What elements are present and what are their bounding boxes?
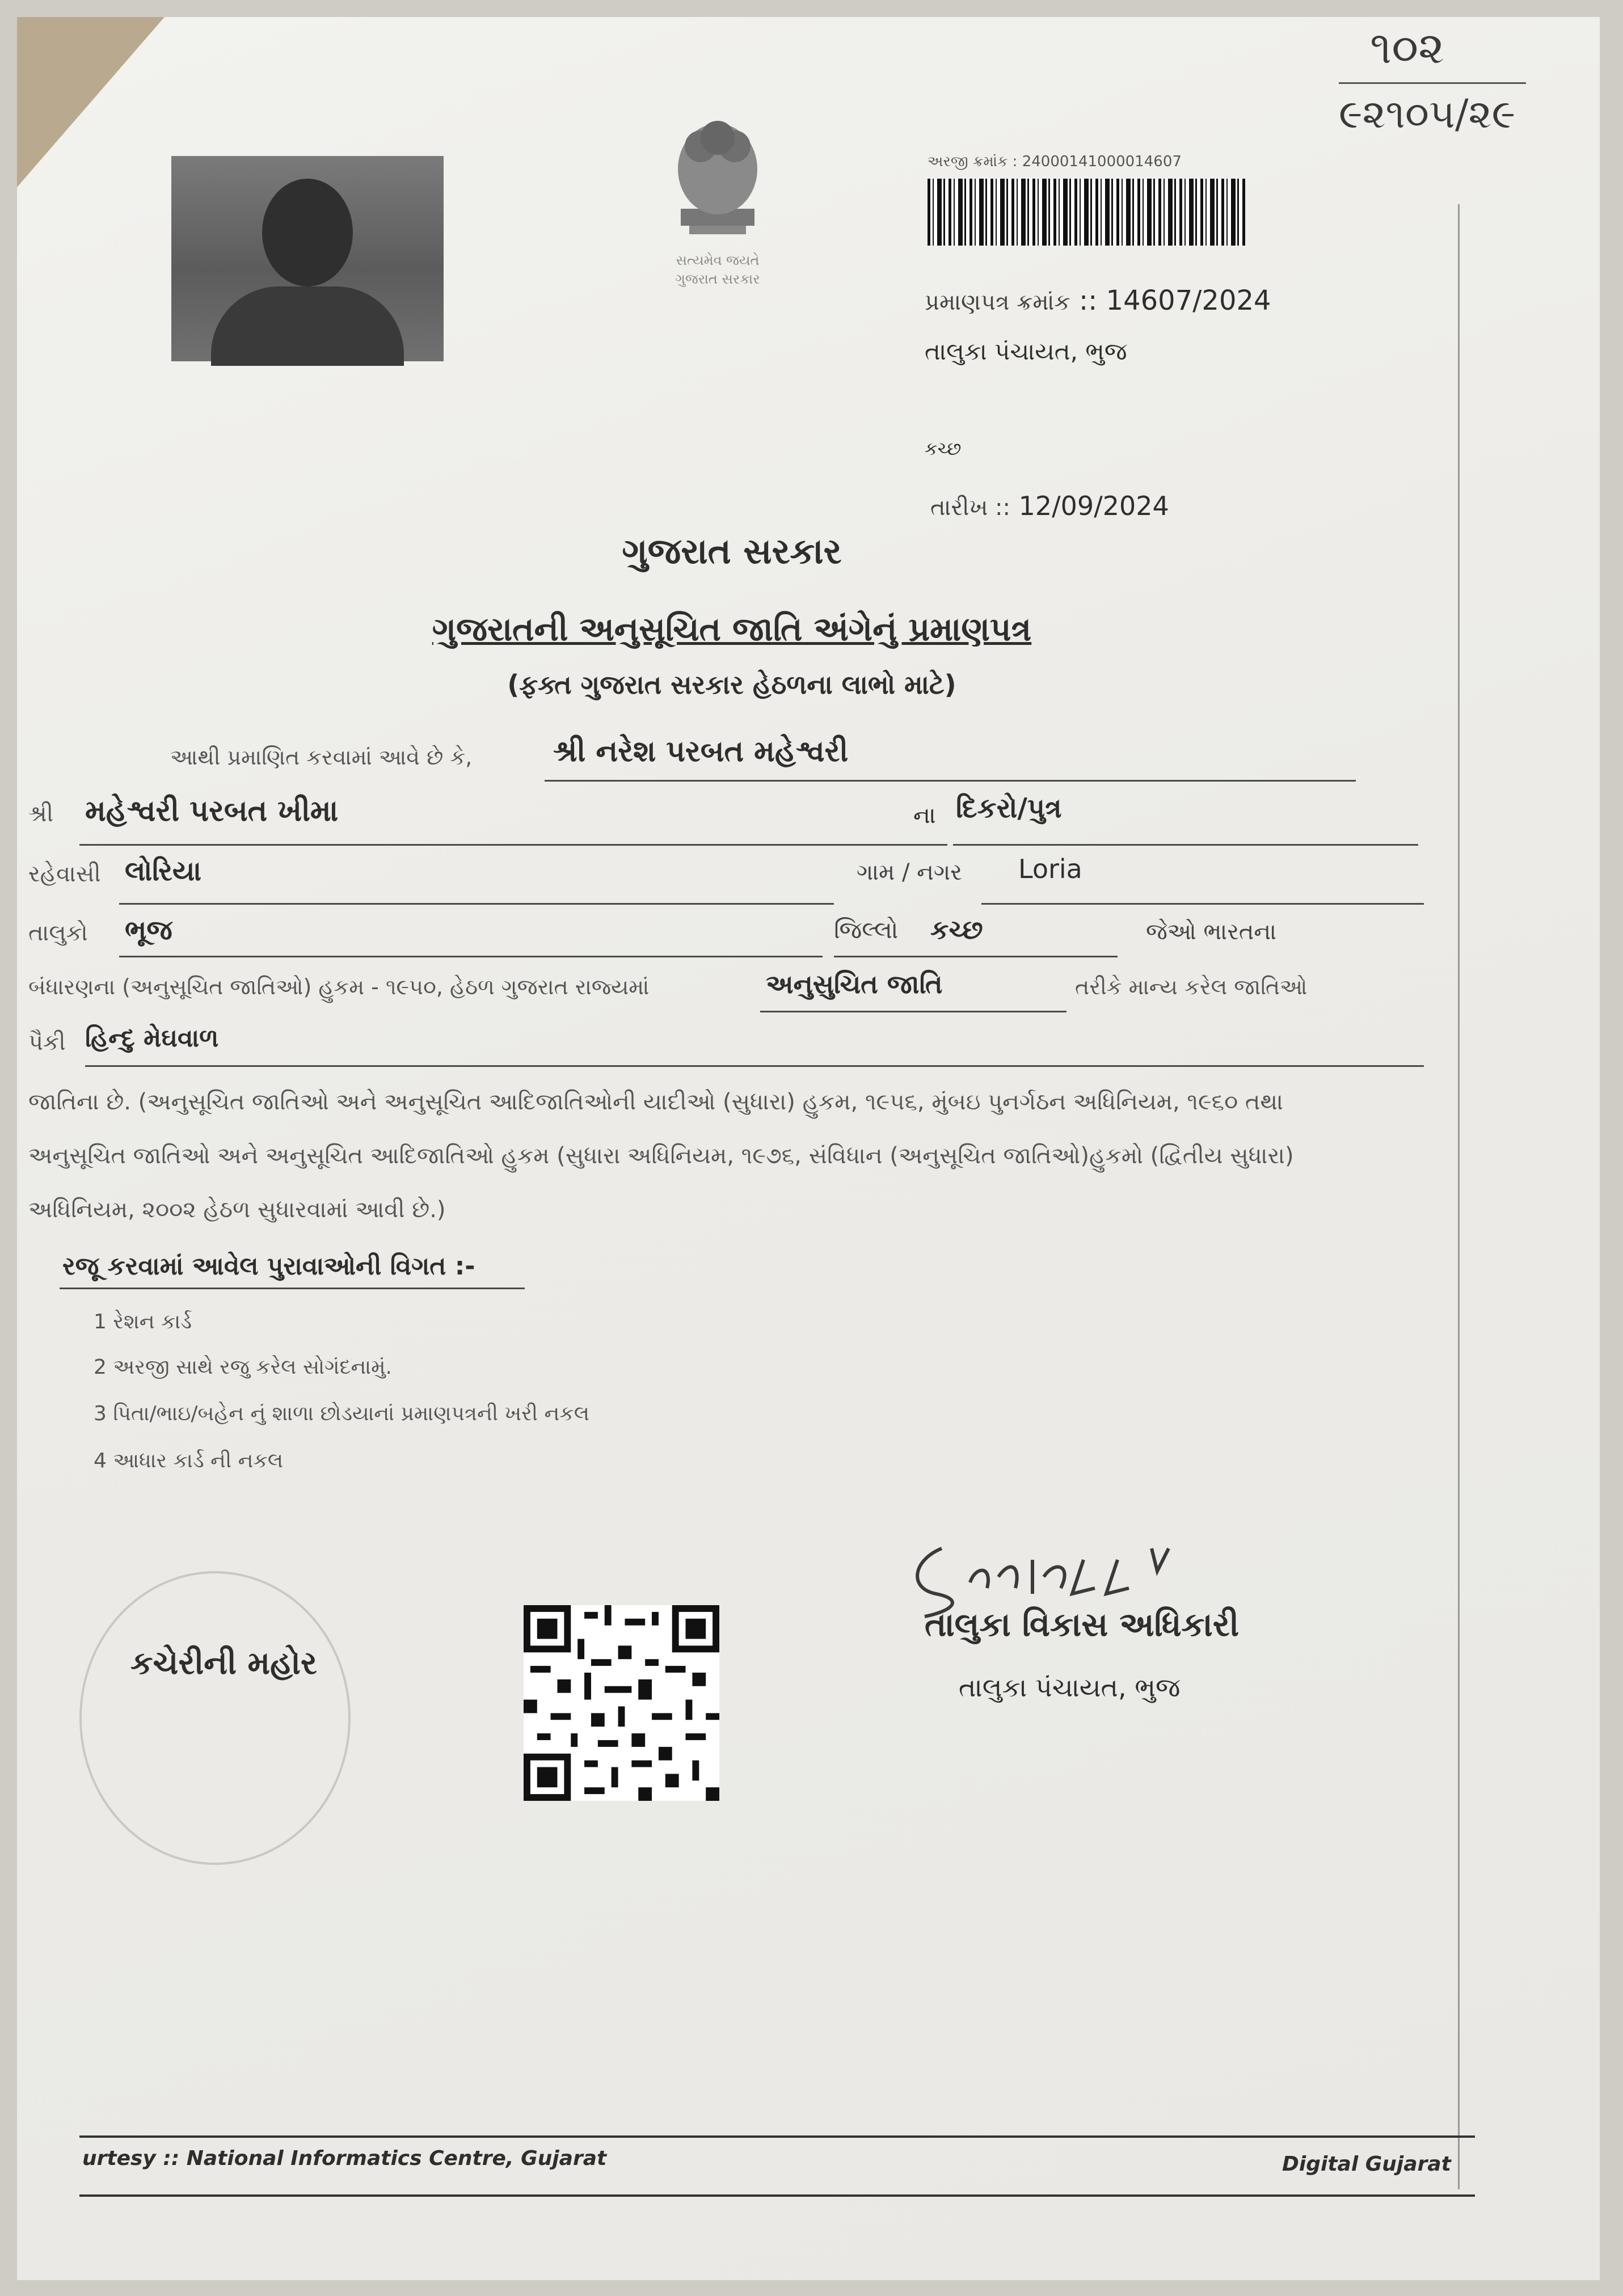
signatory-office: તાલુકા પંચાયત, ભુજ [959,1672,1181,1703]
issue-date: 12/09/2024 [1018,491,1169,521]
header-district: કચ્છ [925,438,962,459]
evidence-heading-line [60,1288,525,1289]
application-number: 24000141000014607 [1022,153,1182,170]
applicant-name: શ્રી નરેશ પરબત મહેશ્વરી [553,735,849,769]
certificate-page [17,17,1600,2280]
certificate-number-label: પ્રમાણપત્ર ક્રમાંક [925,289,1070,315]
relation: દિકરો/પુત્ર [956,792,1062,824]
digital-gujarat-brand: Digital Gujarat [1282,2152,1451,2176]
handwritten-number: ૧૦૨ [1370,23,1444,74]
evidence-item: 4 આધાર કાર્ડ ની નકલ [94,1449,284,1472]
signatory-title: તાલુકા વિકાસ અધિકારી [925,1605,1240,1644]
application-number-row [928,153,1182,171]
emblem-motto: સત્યમેવ જયતે [676,252,760,268]
village-label: ગામ / નગર [857,859,962,885]
legal-para-line-3: અધિનિયમ, ૨૦૦૨ હેઠળ સુધારવામાં આવી છે.) [28,1197,446,1223]
government-title: ગુજરાત સરકાર [622,530,842,572]
application-number-label: અરજી ક્રમાંક : [928,153,1018,170]
shri-label: શ્રી [28,801,54,827]
resident-line [119,903,834,905]
evidence-heading: રજૂ કરવામાં આવેલ પુરાવાઓની વિગત :- [62,1252,475,1281]
certify-label: આથી પ્રમાણિત કરવામાં આવે છે કે, [170,745,473,770]
evidence-item: 3 પિતા/ભાઇ/બહેન નું શાળા છોડયાનાં પ્રમાણપત્રની ખરી નકલ [94,1402,589,1425]
evidence-item: 1 રેશન કાર્ડ [94,1310,192,1333]
state-emblem-icon [647,112,789,265]
issue-date-row [930,491,1169,521]
certificate-number: :: 14607/2024 [1078,285,1271,316]
caste-value: હિન્દુ મેઘવાળ [85,1024,219,1053]
na-label: ના [913,803,936,829]
emblem-caption: ગુજરાત સરકાર [675,271,760,287]
recognized-text: તરીકે માન્ય કરેલ જાતિઓ [1075,974,1308,999]
date-label: તારીખ :: [930,495,1010,521]
district-value: કચ્છ [930,914,983,945]
among-label: પૈકી [28,1029,66,1056]
courtesy-text: urtesy :: National Informatics Centre, Gujarat [82,2147,607,2170]
certificate-subtitle: (ફક્ત ગુજરાત સરકાર હેઠળના લાભો માટે) [507,669,956,700]
taluka-line [119,956,823,957]
taluka-label: તાલુકો [28,920,88,946]
resident-value: લોરિયા [125,855,202,887]
relation-line [953,844,1418,846]
applicant-photo [171,156,444,361]
resident-label: રહેવાસી [28,861,101,887]
category-value: અનુસુચિત જાતિ [766,969,943,999]
qr-code [524,1605,719,1801]
taluka-value: ભૂજ [125,914,172,946]
margin-line [1458,204,1460,2189]
category-line [760,1011,1066,1012]
barcode [928,179,1245,246]
father-name: મહેશ્વરી પરબત ખીમા [85,794,339,828]
certificate-title: ગુજરાતની અનુસૂચિત જાતિ અંગેનું પ્રમાણપત્ર [432,610,1032,648]
handwritten-underline [1339,82,1526,84]
village-value: Loria [1018,854,1082,884]
village-line [981,903,1424,905]
paper-fold [17,17,165,187]
father-line [79,844,947,846]
issuing-office: તાલુકા પંચાયત, ભુજ [925,337,1127,365]
caste-line [85,1065,1424,1067]
name-line [545,780,1356,782]
legal-para-line-1: જાતિના છે. (અનુસૂચિત જાતિઓ અને અનુસૂચિત આદિજાતિઓની યાદીઓ (સુધારા) હુકમ, ૧૯૫૬, મુંબઇ પુનર્ગઠન અધિનિયમ, ૧૯૬૦ તથા [28,1089,1283,1115]
certificate-number-row [925,285,1271,316]
handwritten-reference: ૯૨૧૦૫/૨૯ [1339,91,1516,137]
office-seal-label: કચેરીની મહોર [130,1645,317,1682]
india-label: જેઓ ભારતના [1146,919,1277,945]
order-text: બંધારણના (અનુસૂચિત જાતિઓ) હુકમ - ૧૯૫૦, હેઠળ ગુજરાત રાજ્યમાં [28,974,650,999]
office-seal-circle [79,1571,351,1865]
district-line [834,956,1118,957]
district-label: જિલ્લો [834,916,899,944]
legal-para-line-2: અનુસૂચિત જાતિઓ અને અનુસૂચિત આદિજાતિઓ હુકમ (સુધારા અધિનિયમ, ૧૯૭૬, સંવિધાન (અનુસૂચિત જાતિઓ)હુકમો (દ્વિતીય સુધારા) [28,1143,1294,1169]
evidence-item: 2 અરજી સાથે રજુ કરેલ સોગંદનામું. [94,1356,392,1379]
